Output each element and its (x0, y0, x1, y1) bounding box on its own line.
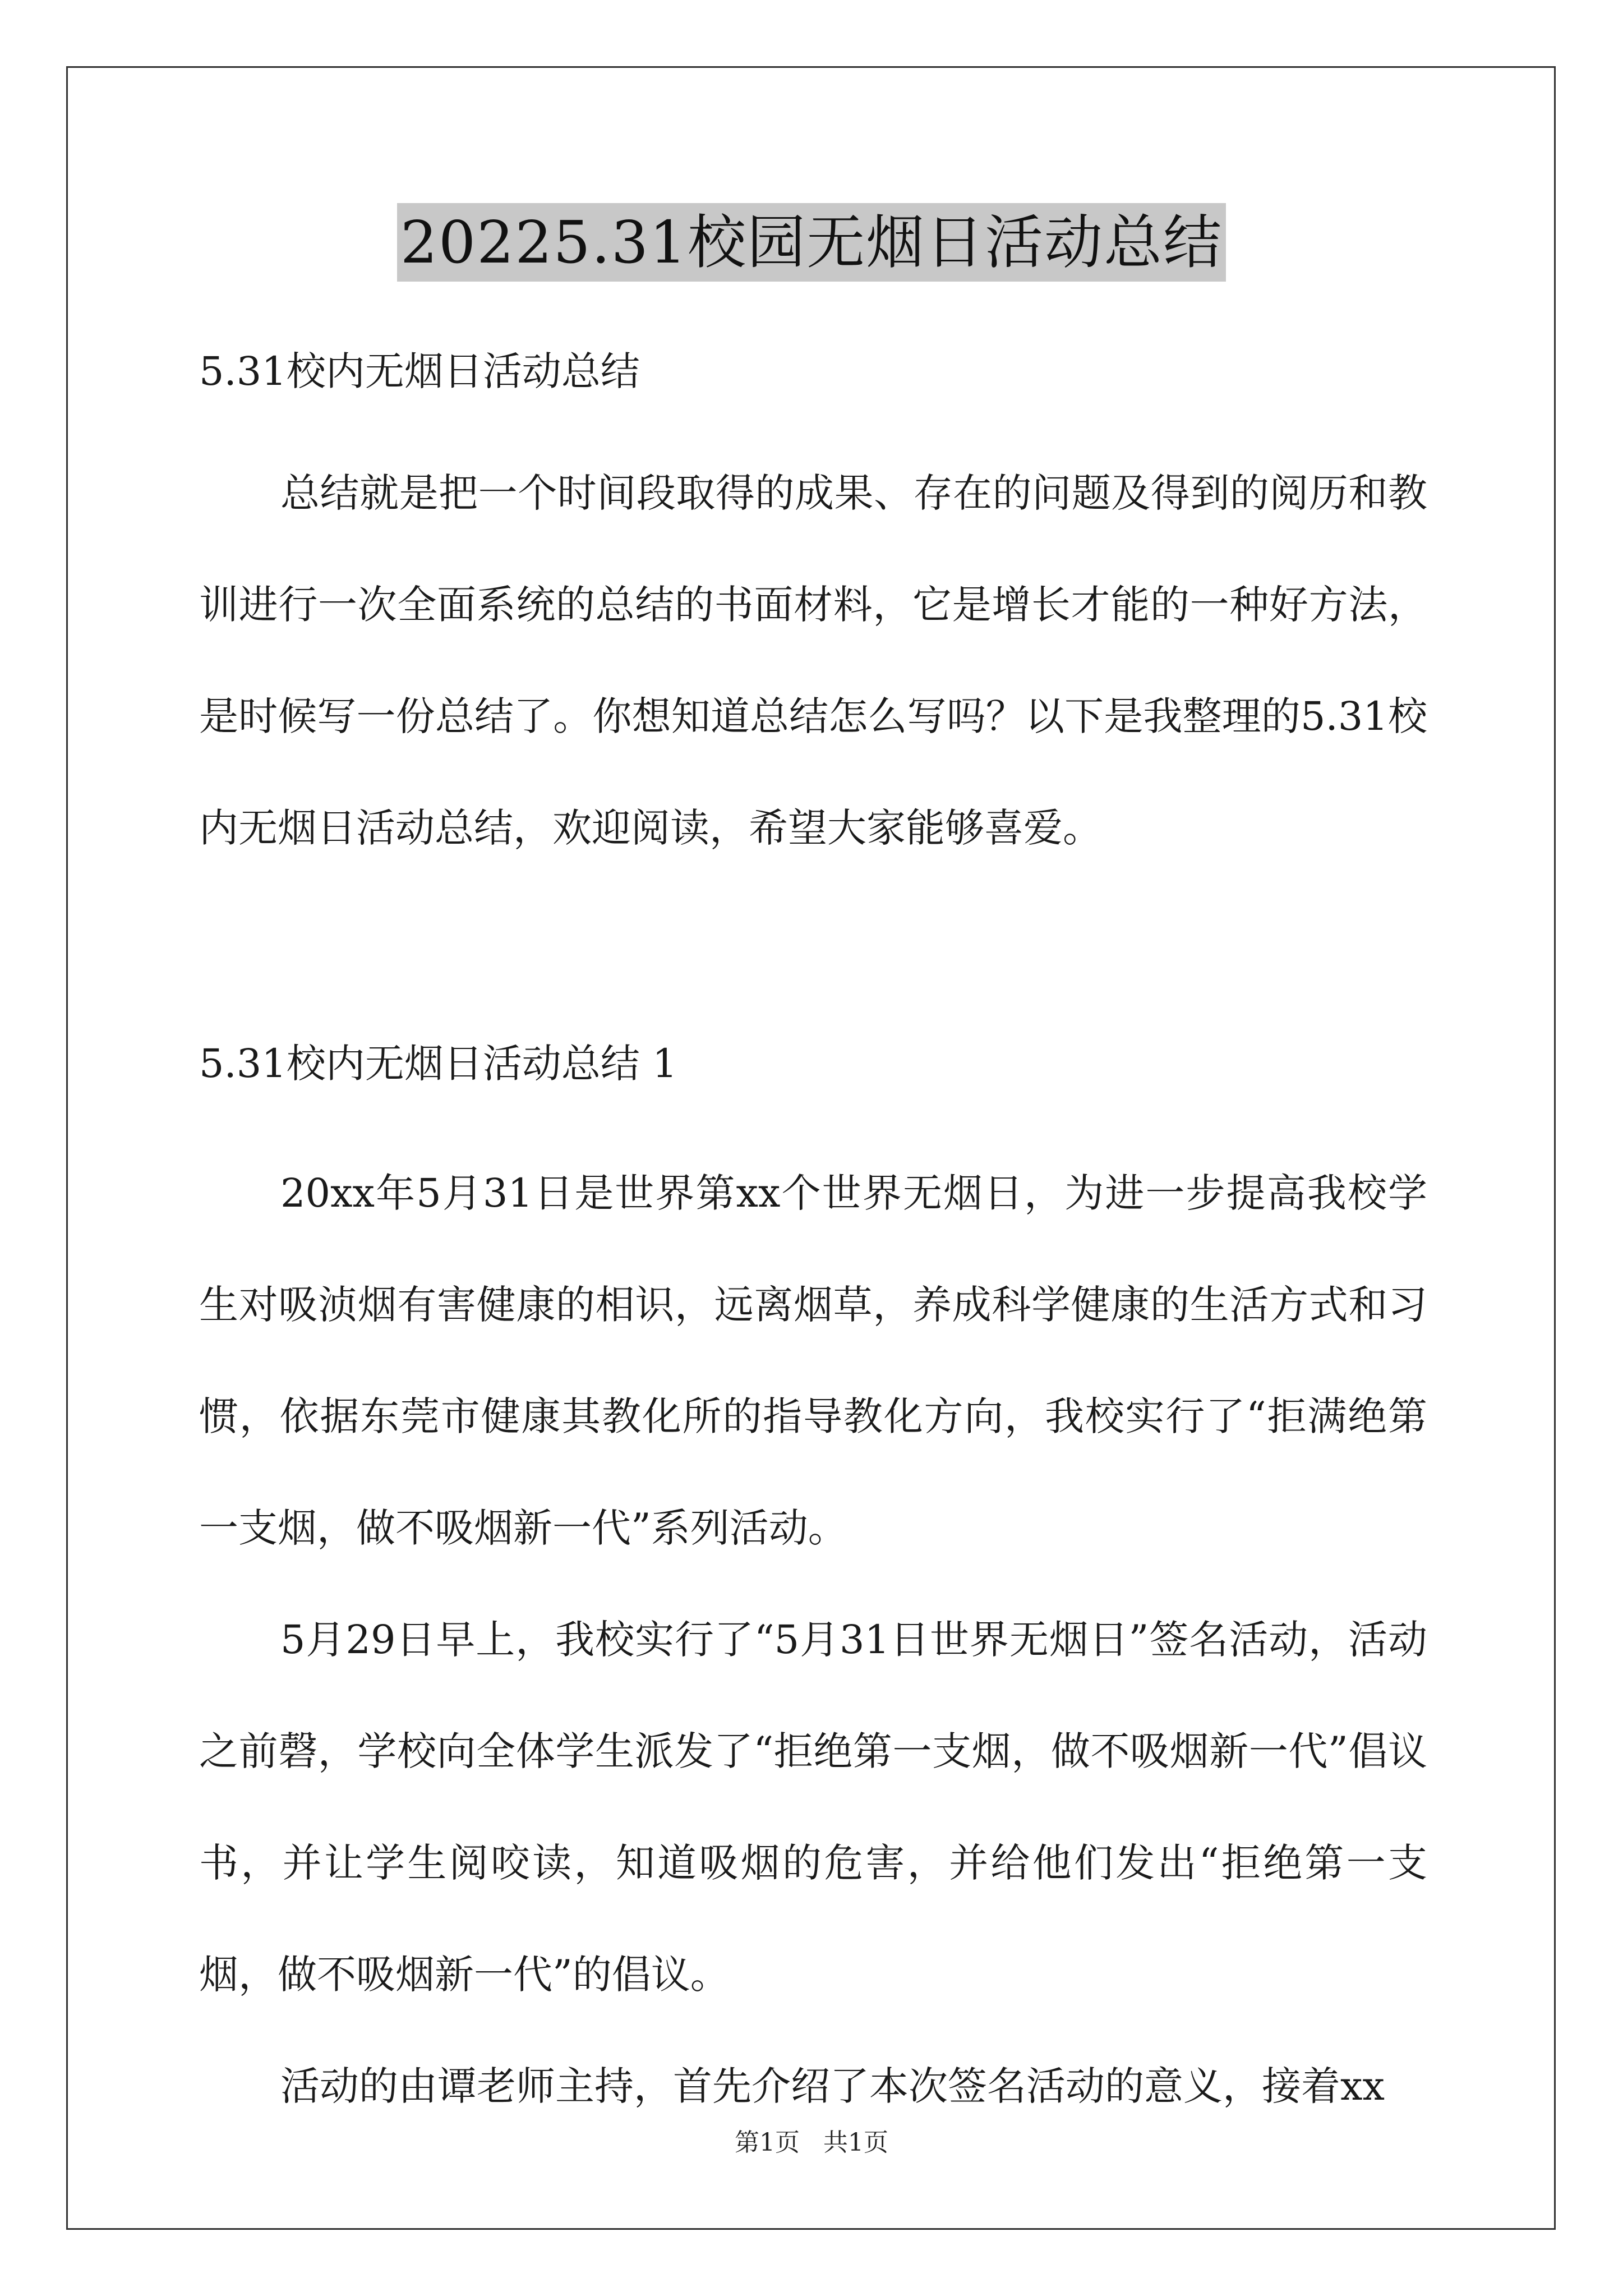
section-heading: 5.31校内无烟日活动总结 1 (199, 1041, 677, 1087)
document-body (199, 343, 1427, 2142)
title-wrap (0, 203, 1623, 282)
body-paragraph: 5月29日早上，我校实行了“5月31日世界无烟日”签名活动，活动之前磬，学校向全体学生派发了“拒绝第一支烟，做不吸烟新一代”倡议书，并让学生阅咬读，知道吸烟的危害，并给他们发出“拒绝第一支烟，做不吸烟新一代”的倡议。 (199, 1617, 1427, 1998)
body-paragraph: 20xx年5月31日是世界第xx个世界无烟日，为进一步提高我校学生对吸浈烟有害健康的相识，远离烟草，养成科学健康的生活方式和习惯，依据东莞市健康其教化所的指导教化方向，我校实行了“拒满绝第一支烟，做不吸烟新一代”系列活动。 (199, 1170, 1427, 1551)
page-footer: 第1页 共1页 (735, 2128, 888, 2157)
document-title: 20225.31校园无烟日活动总结 (397, 203, 1226, 282)
subtitle-heading: 5.31校内无烟日活动总结 (199, 348, 640, 394)
intro-paragraph: 总结就是把一个时间段取得的成果、存在的问题及得到的阅历和教训进行一次全面系统的总结的书面材料，它是增长才能的一种好方法，是时候写一份总结了。你想知道总结怎么写吗？以下是我整理的5.31校内无烟日活动总结，欢迎阅读，希望大家能够喜爱。 (199, 470, 1427, 851)
body-paragraph: 活动的由谭老师主持，首先介绍了本次签名活动的意义，接着xx (280, 2063, 1385, 2109)
